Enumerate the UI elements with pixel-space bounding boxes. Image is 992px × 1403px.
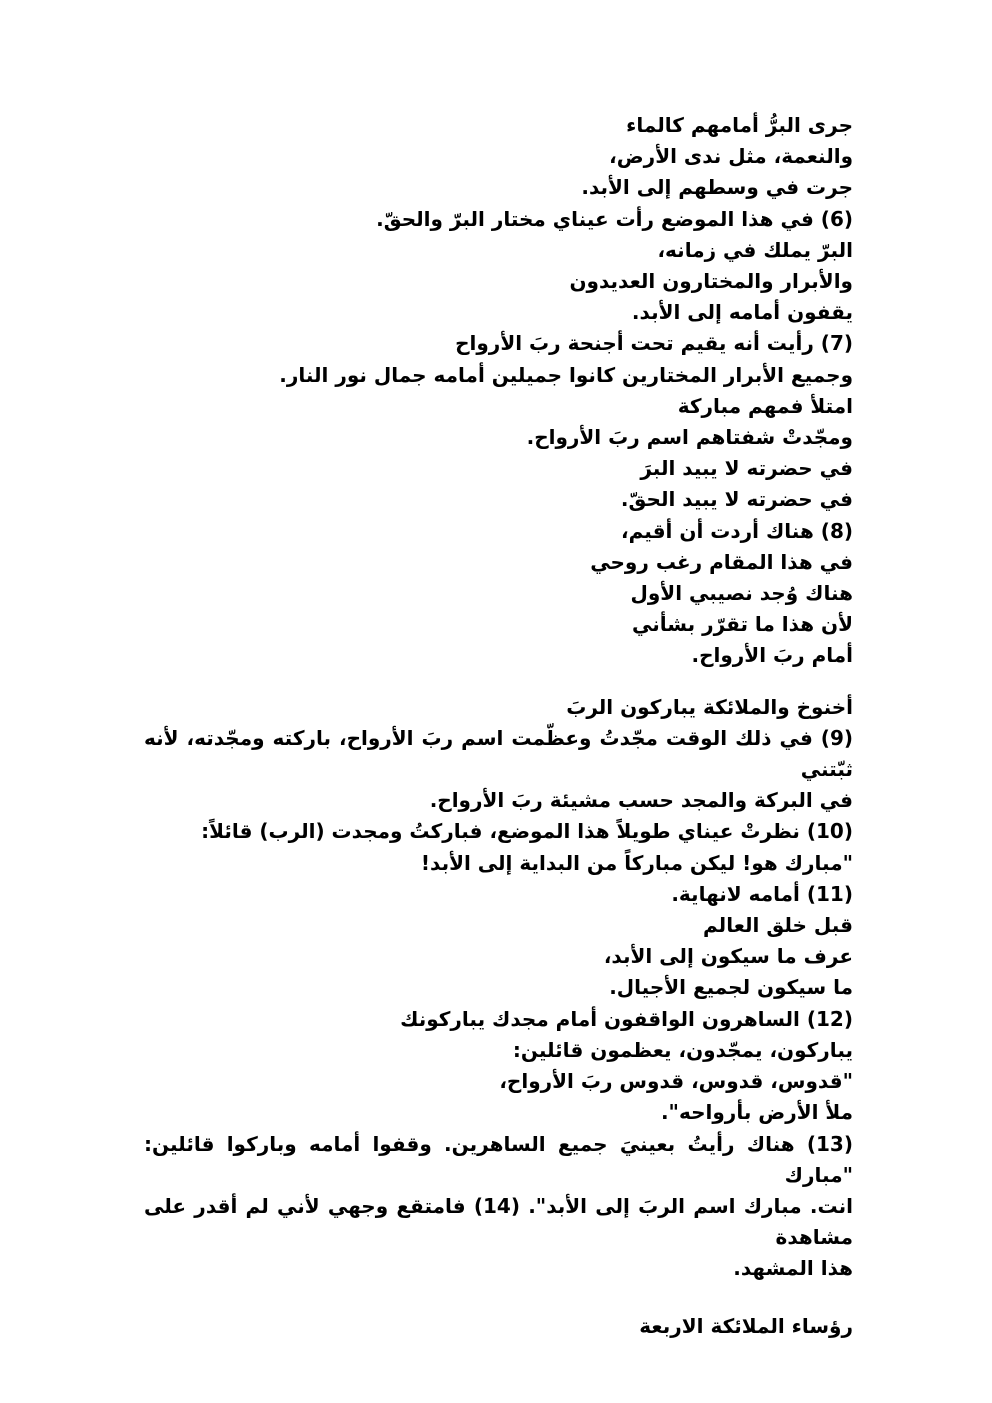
poem-line: يباركون، يمجّدون، يعظمون قائلين: [512,1037,853,1062]
poem-line: والأبرار والمختارون العديدون [569,269,853,294]
poem-line: في البركة والمجد حسب مشيئة ربَ الأرواح. [429,788,853,813]
poem-line: أمام ربَ الأرواح. [691,643,853,668]
poem-line: في هذا المقام رغب روحي [590,549,853,574]
poem-line: جرت في وسطهم إلى الأبد. [581,175,853,200]
verse-line-12: (12) الساهرون الواقفون أمام مجدك يباركونك [400,1006,853,1031]
poem-line: لأن هذا ما تقرّر بشأني [632,612,853,637]
poem-line: هذا المشهد. [733,1256,853,1281]
quote-line: ملأ الأرض بأرواحه". [660,1100,853,1125]
poem-line: في حضرته لا يبيد الحقّ. [620,487,853,512]
verse-line-10: (10) نظرتْ عيناي طويلاً هذا الموضع، فباركتُ ومجدت (الرب) قائلاً: [201,819,853,844]
poem-line: وجميع الأبرار المختارين كانوا جميلين أمامه جمال نور النار. [279,362,853,387]
section-heading-four-archangels: رؤساء الملائكة الاربعة [639,1313,853,1338]
quote-line: "مبارك هو! ليكن مباركاً من البداية إلى الأبد! [420,850,853,875]
section-heading-enoch-angels: أخنوخ والملائكة يباركون الربَ [566,694,853,719]
arabic-text-block [144,110,853,1342]
poem-line: في حضرته لا يبيد البرَ [640,456,853,481]
poem-line: عرف ما سيكون إلى الأبد، [603,944,853,969]
poem-line: قبل خلق العالم [703,913,853,938]
poem-line: جرى البرُّ أمامهم كالماء [626,113,853,137]
verse-line-11: (11) أمامه لانهاية. [671,881,853,906]
verse-line-9: (9) في ذلك الوقت مجّدتُ وعظّمت اسم ربَ الأرواح، باركته ومجّدته، لأنه ثبّتني [144,725,853,782]
quote-line: "قدوس، قدوس، قدوس ربَ الأرواح، [499,1069,853,1094]
poem-line: يقفون أمامه إلى الأبد. [631,300,853,325]
verse-line-13: (13) هناك رأيتُ بعينيَ جميع الساهرين. وقفوا أمامه وباركوا قائلين: "مبارك [144,1131,853,1187]
blank-line [144,672,853,692]
poem-line: ما سيكون لجميع الأجيال. [609,975,853,1000]
poem-line: هناك وُجد نصيبي الأول [630,581,853,606]
poem-line: امتلأ فمهم مباركة [677,393,853,418]
poem-line: ومجّدتْ شفتاهم اسم ربَ الأرواح. [526,425,853,450]
verse-line-8: (8) هناك أردت أن أقيم، [621,518,853,543]
verse-line-6: (6) في هذا الموضع رأت عيناي مختار البرّ والحقّ. [376,206,853,231]
verse-line-14: انت. مبارك اسم الربَ إلى الأبد". (14) فامتقع وجهي لأني لم أقدر على مشاهدة [144,1193,853,1250]
verse-line-7: (7) رأيت أنه يقيم تحت أجنحة ربَ الأرواح [455,331,853,356]
blank-line [144,1285,853,1311]
poem-line: والنعمة، مثل ندى الأرض، [609,144,853,169]
poem-line: البرّ يملك في زمانه، [657,237,853,262]
